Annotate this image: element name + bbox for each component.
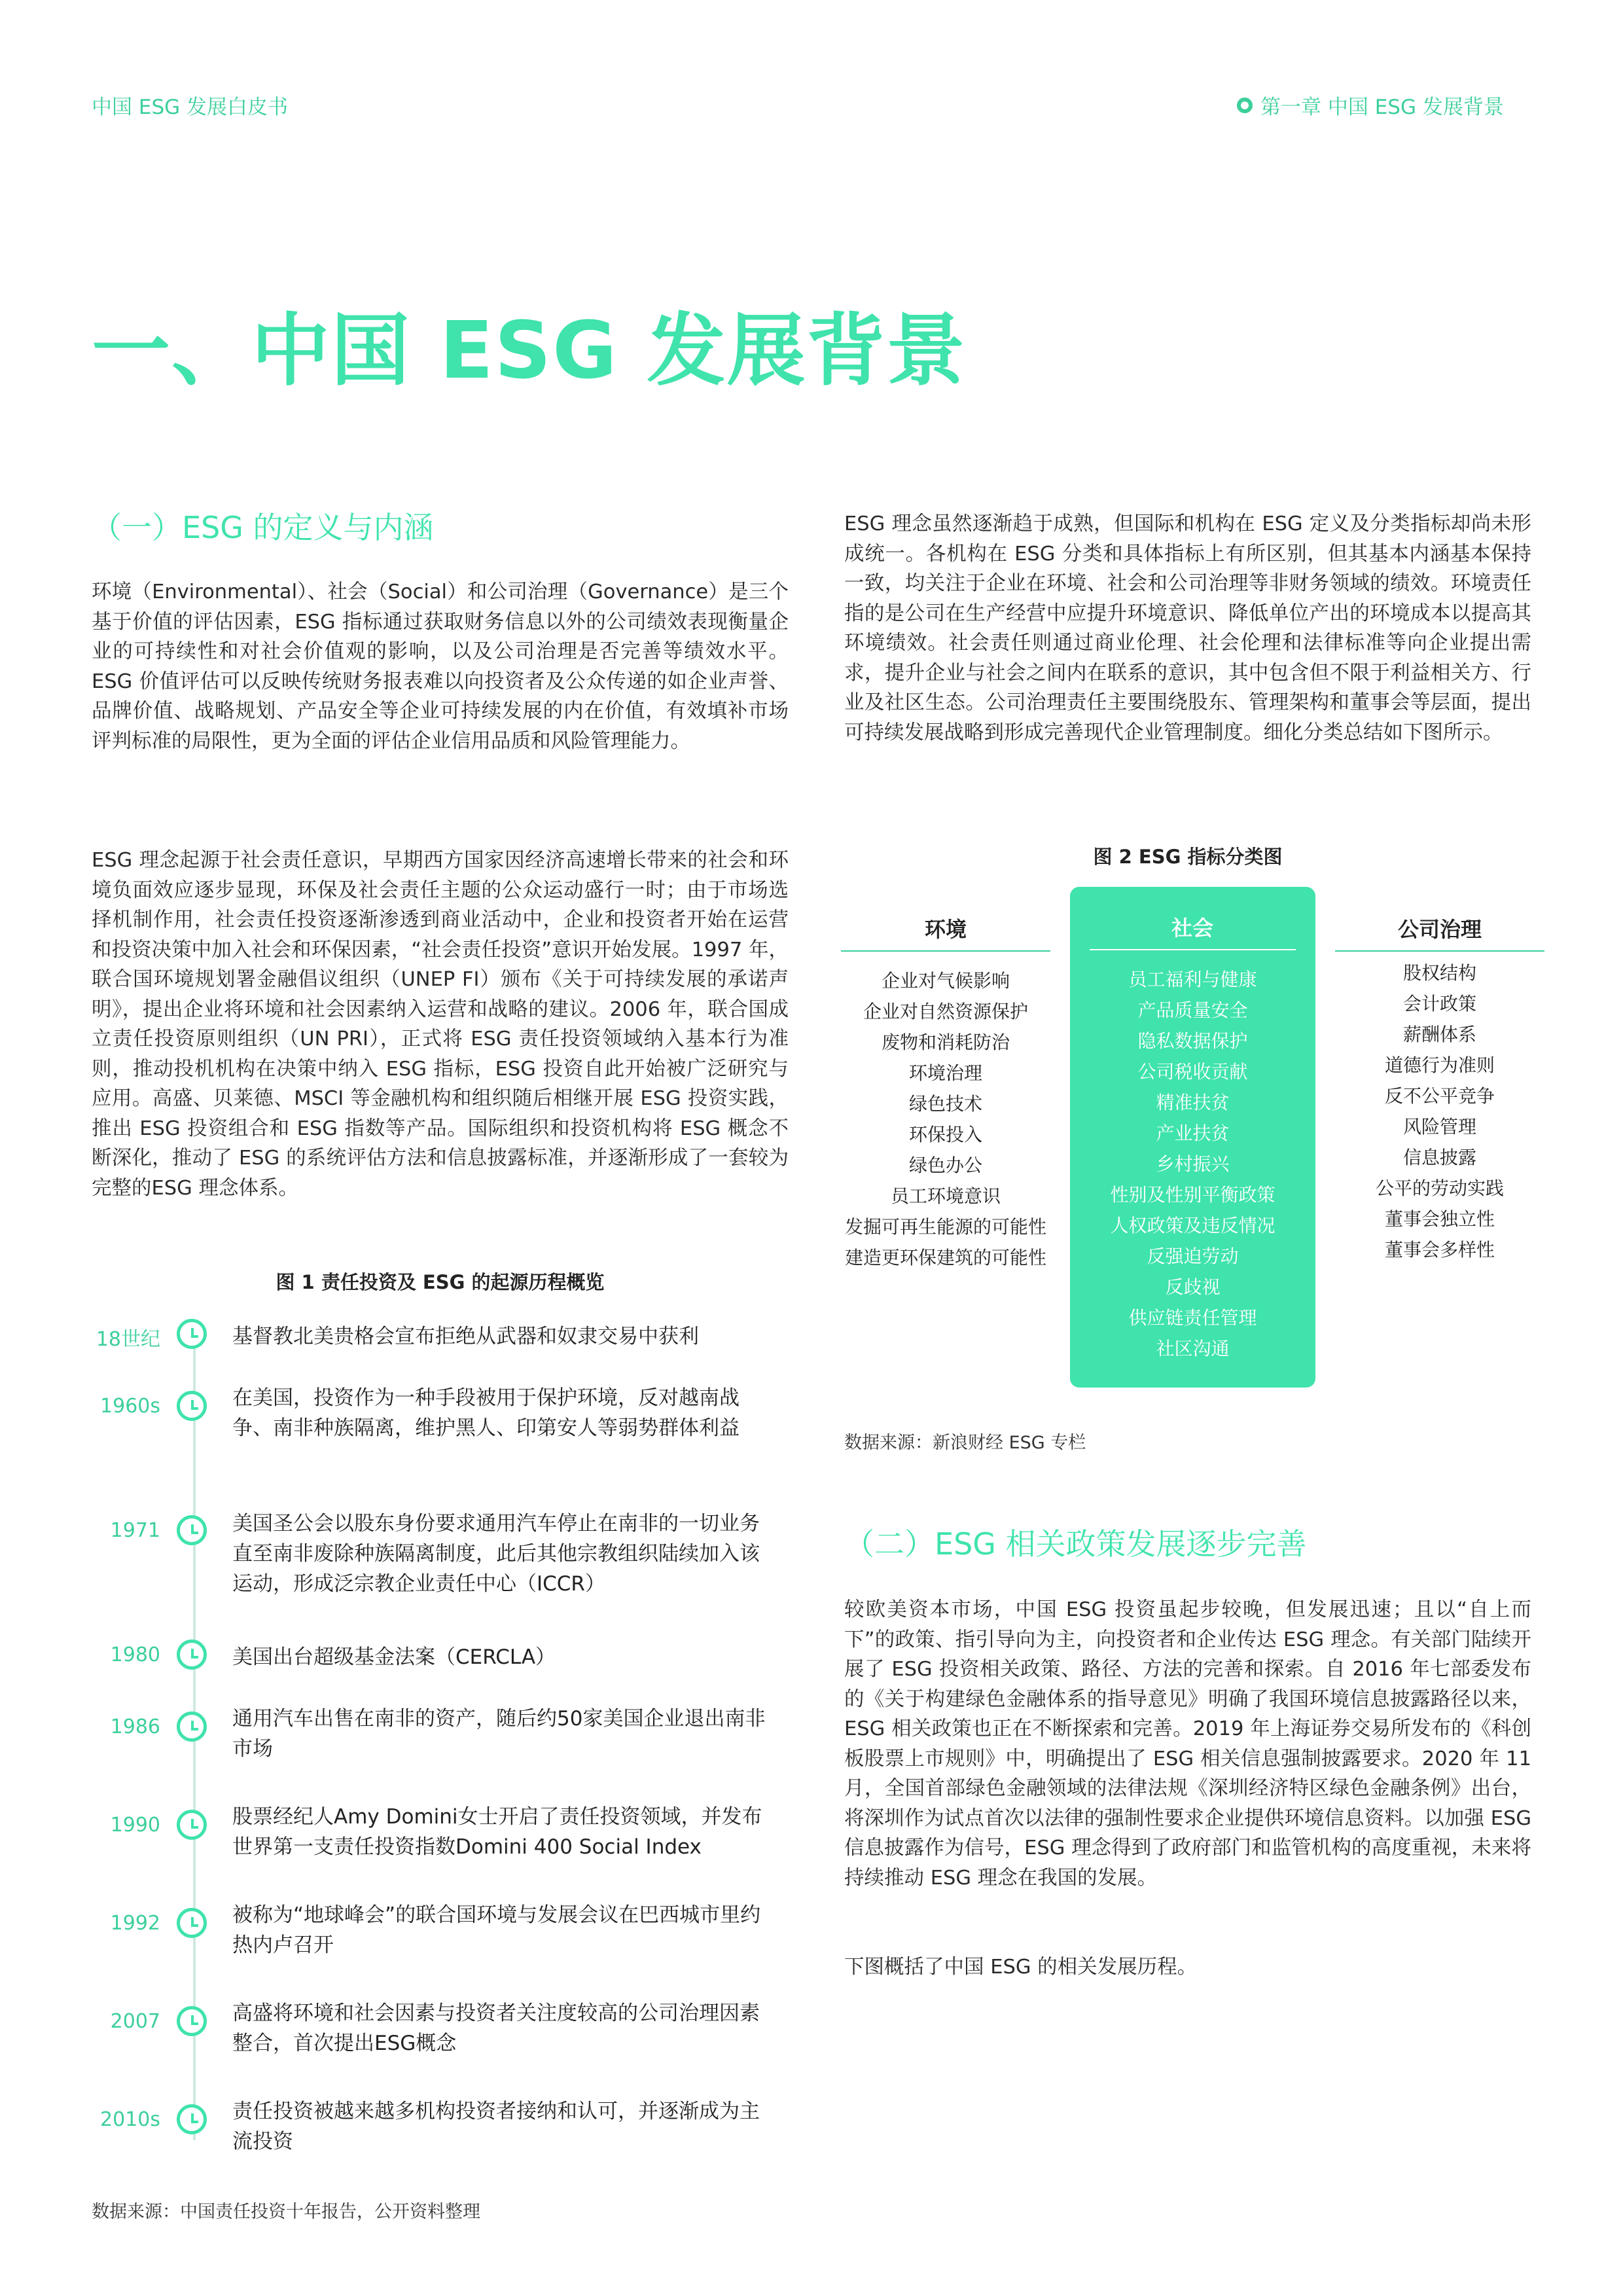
category-heading-environment: 环境 — [924, 917, 967, 942]
list-item: 反强迫劳动 — [1147, 1246, 1239, 1267]
timeline-year: 1990 — [110, 1814, 160, 1837]
section-heading-policy: （二）ESG 相关政策发展逐步完善 — [844, 1526, 1307, 1562]
timeline-event: 被称为“地球峰会”的联合国环境与发展会议在巴西城市里约热内卢召开 — [232, 1903, 761, 1957]
figure1-source: 数据来源：中国责任投资十年报告，公开资料整理 — [92, 2202, 480, 2222]
paragraph-history-intro: 下图概括了中国 ESG 的相关发展历程。 — [844, 1956, 1198, 1979]
timeline-event: 通用汽车出售在南非的资产，随后约50家美国企业退出南非市场 — [232, 1707, 766, 1761]
list-item: 会计政策 — [1402, 993, 1476, 1014]
list-item: 发掘可再生能源的可能性 — [844, 1216, 1046, 1238]
list-item: 董事会多样性 — [1384, 1239, 1495, 1261]
clock-icon — [177, 2104, 207, 2134]
timeline-year: 2007 — [110, 2010, 160, 2033]
category-heading-governance: 公司治理 — [1397, 917, 1482, 942]
list-item: 人权政策及违反情况 — [1110, 1215, 1275, 1236]
paragraph-origin: ESG 理念起源于社会责任意识，早期西方国家因经济高速增长带来的社会和环境负面效应逐步显现，环保及社会责任主题的公众运动盛行一时；由于市场选择机制作用，社会责任投资逐渐渗透到商业活动中，企业和投资者开始在运营和投资决策中加入社会和环保因素，“社会责任投资”意识开始发展。1997 年，联合国环境规划署金融倡议组织（UNEP FI）颁布《关于可持续发展的承诺声明》，提出企业将环境和社会因素纳入运营和战略的建议。2006 年，联合国成立责任投资原则组织（UN PRI），正式将 ESG 责任投资领域纳入基本行为准则，推动投机机构在决策中纳入 ESG 指标，ESG 投资自此开始被广泛研究与应用。高盛、贝莱德、MSCI 等金融机构和组织随后相继开展 ESG 投资实践，推出 ESG 投资组合和 ESG 指数等产品。国际组织和投资机构将 ESG 概念不断深化，推动了 ESG 的系统评估方法和信息披露标准，并逐渐形成了一套较为完整的ESG 理念体系。 — [92, 849, 789, 1200]
timeline-event: 美国出台超级基金法案（CERCLA） — [232, 1645, 556, 1669]
timeline-year: 1992 — [110, 1912, 160, 1935]
list-item: 供应链责任管理 — [1128, 1307, 1257, 1329]
timeline-event: 美国圣公会以股东身份要求通用汽车停止在南非的一切业务直至南非废除种族隔离制度，此后其他宗教组织陆续加入该运动，形成泛宗教企业责任中心（ICCR） — [232, 1512, 760, 1596]
running-header-left: 中国 ESG 发展白皮书 — [92, 96, 288, 119]
list-item: 薪酬体系 — [1402, 1024, 1476, 1045]
list-item: 风险管理 — [1402, 1116, 1476, 1138]
timeline-year: 1960s — [100, 1395, 160, 1418]
running-header-right — [1237, 90, 1504, 120]
page-title: 一、中国 ESG 发展背景 — [92, 306, 967, 397]
list-item: 公司税收贡献 — [1137, 1061, 1248, 1083]
timeline-event: 基督教北美贵格会宣布拒绝从武器和奴隶交易中获利 — [232, 1325, 699, 1348]
figure1-caption: 图 1 责任投资及 ESG 的起源历程概览 — [276, 1271, 605, 1293]
list-item: 建造更环保建筑的可能性 — [844, 1247, 1046, 1268]
timeline-year: 18世纪 — [96, 1328, 160, 1351]
timeline-event: 高盛将环境和社会因素与投资者关注度较高的公司治理因素整合，首次提出ESG概念 — [232, 2001, 760, 2055]
list-item: 反歧视 — [1165, 1276, 1221, 1298]
list-item: 董事会独立性 — [1384, 1208, 1495, 1230]
clock-icon — [177, 1391, 207, 1421]
figure2-source: 数据来源：新浪财经 ESG 专栏 — [844, 1433, 1086, 1453]
list-item: 绿色办公 — [908, 1155, 982, 1176]
clock-icon — [177, 1908, 207, 1938]
list-item: 员工环境意识 — [890, 1185, 1001, 1207]
governance-list — [1329, 958, 1551, 1265]
list-item: 反不公平竞争 — [1384, 1085, 1495, 1107]
list-item: 废物和消耗防治 — [881, 1031, 1010, 1053]
clock-icon — [177, 1810, 207, 1840]
social-list — [1070, 964, 1315, 1364]
clock-icon — [177, 1515, 207, 1545]
timeline-year: 1971 — [110, 1519, 160, 1542]
clock-icon — [177, 2006, 207, 2036]
timeline-event: 股票经纪人Amy Domini女士开启了责任投资领域，并发布世界第一支责任投资指数Domini 400 Social Index — [232, 1805, 762, 1859]
list-item: 道德行为准则 — [1384, 1054, 1495, 1076]
clock-icon — [177, 1319, 207, 1349]
paragraph-definition: 环境（Environmental）、社会（Social）和公司治理（Governance）是三个基于价值的评估因素，ESG 指标通过获取财务信息以外的公司绩效表现衡量企业的可持续性和对社会价值观的影响，以及公司治理是否完善等绩效水平。ESG 价值评估可以反映传统财务报表难以向投资者及公众传递的如企业声誉、品牌价值、战略规划、产品安全等企业可持续发展的内在价值，有效填补市场评判标准的局限性，更为全面的评估企业信用品质和风险管理能力。 — [92, 581, 789, 753]
list-item: 股权结构 — [1402, 962, 1476, 984]
list-item: 性别及性别平衡政策 — [1110, 1184, 1275, 1206]
paragraph-esg-categories: ESG 理念虽然逐渐趋于成熟，但国际和机构在 ESG 定义及分类指标却尚未形成统一。各机构在 ESG 分类和具体指标上有所区别，但其基本内涵基本保持一致，均关注于企业在环境、社会和公司治理等非财务领域的绩效。环境责任指的是公司在生产经营中应提升环境意识、降低单位产出的环境成本以提高其环境绩效。社会责任则通过商业伦理、社会伦理和法律标准等向企业提出需求，提升企业与社会之间内在联系的意识，其中包含但不限于利益相关方、行业及社区生态。公司治理责任主要围绕股东、管理架构和董事会等层面，提出可持续发展战略到形成完善现代企业管理制度。细化分类总结如下图所示。 — [844, 512, 1531, 744]
section-heading-definition: （一）ESG 的定义与内涵 — [92, 510, 434, 545]
list-item: 信息披露 — [1402, 1147, 1476, 1168]
list-item: 精准扶贫 — [1156, 1092, 1230, 1113]
clock-icon — [177, 1712, 207, 1742]
timeline-year: 1980 — [110, 1643, 160, 1666]
list-item: 产品质量安全 — [1137, 999, 1248, 1021]
list-item: 公平的劳动实践 — [1375, 1177, 1504, 1199]
list-item: 企业对气候影响 — [881, 970, 1010, 992]
clock-icon — [177, 1640, 207, 1670]
environment-list — [831, 965, 1060, 1273]
figure2-caption: 图 2 ESG 指标分类图 — [1093, 846, 1283, 868]
list-item: 企业对自然资源保护 — [863, 1001, 1028, 1022]
timeline-year: 1986 — [110, 1715, 160, 1738]
list-item: 环境治理 — [908, 1062, 982, 1084]
paragraph-policy: 较欧美资本市场，中国 ESG 投资虽起步较晚，但发展迅速；且以“自上而下”的政策、指引导向为主，向投资者和企业传达 ESG 理念。有关部门陆续开展了 ESG 投资相关政策、路径、方法的完善和探索。自 2016 年七部委发布的《关于构建绿色金融体系的指导意见》明确了我国环境信息披露路径以来，ESG 相关政策也正在不断探索和完善。2019 年上海证券交易所发布的《科创板股票上市规则》中，明确提出了 ESG 相关信息强制披露要求。2020 年 11 月，全国首部绿色金融领域的法律法规《深圳经济特区绿色金融条例》出台，将深圳作为试点首次以法律的强制性要求企业提供环境信息资料。以加强 ESG 信息披露作为信号，ESG 理念得到了政府部门和监管机构的高度重视，未来将持续推动 ESG 理念在我国的发展。 — [844, 1598, 1531, 1890]
list-item: 乡村振兴 — [1156, 1153, 1230, 1175]
chapter-label: 第一章 中国 ESG 发展背景 — [1260, 96, 1504, 119]
list-item: 环保投入 — [908, 1124, 982, 1145]
timeline-event: 责任投资被越来越多机构投资者接纳和认可，并逐渐成为主流投资 — [232, 2100, 760, 2153]
divider — [1335, 950, 1544, 952]
divider — [841, 950, 1050, 952]
timeline-event: 在美国，投资作为一种手段被用于保护环境，反对越南战争、南非种族隔离，维护黑人、印第安人等弱势群体利益 — [232, 1386, 740, 1440]
list-item: 绿色技术 — [908, 1093, 982, 1115]
divider — [1090, 949, 1296, 950]
category-heading-social: 社会 — [1171, 916, 1213, 941]
circle-icon — [1237, 98, 1253, 113]
list-item: 隐私数据保护 — [1137, 1030, 1248, 1052]
list-item: 员工福利与健康 — [1128, 969, 1257, 990]
list-item: 产业扶贫 — [1156, 1122, 1230, 1144]
list-item: 社区沟通 — [1156, 1338, 1230, 1359]
timeline-year: 2010s — [100, 2108, 160, 2131]
